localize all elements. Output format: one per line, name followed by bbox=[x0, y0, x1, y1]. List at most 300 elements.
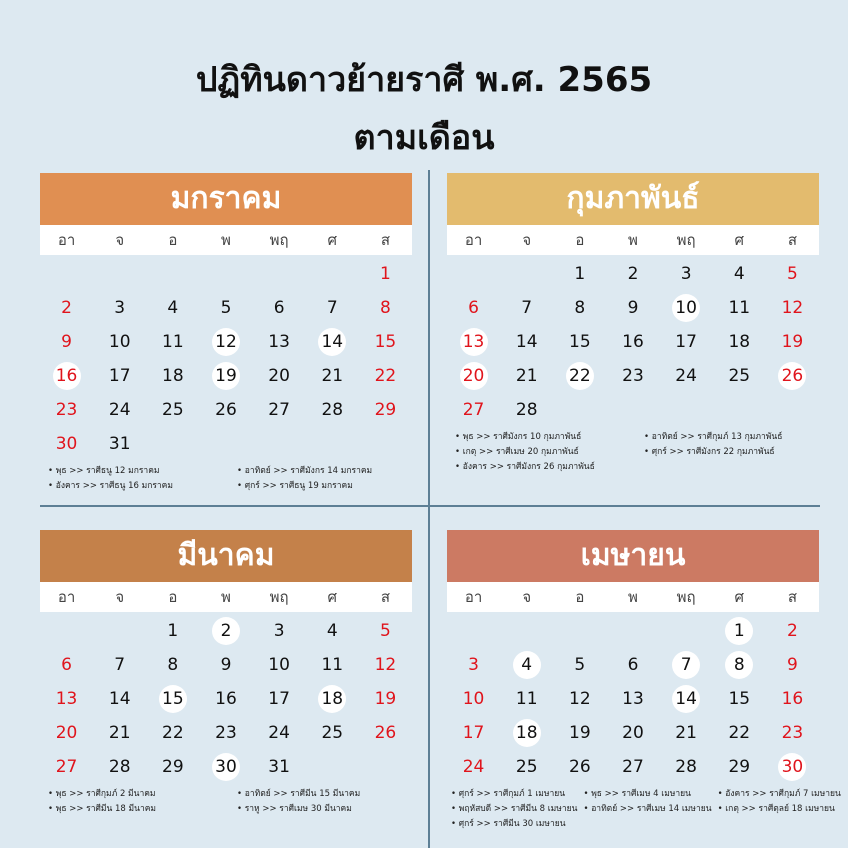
transit-note: • พุธ >> ราศีมังกร 10 กุมภาพันธ์ bbox=[455, 429, 630, 443]
day-number-highlighted: 7 bbox=[672, 651, 700, 679]
transit-note: • เกตุ >> ราศีเมษ 20 กุมภาพันธ์ bbox=[455, 444, 630, 458]
day-number: 21 bbox=[515, 366, 538, 386]
day-number: 3 bbox=[273, 621, 285, 641]
day-number: 18 bbox=[728, 332, 751, 352]
day-cell bbox=[500, 648, 553, 682]
month-january bbox=[40, 173, 412, 492]
day-number: 23 bbox=[622, 366, 644, 386]
day-cell bbox=[40, 291, 93, 325]
weekday-label: อา bbox=[57, 231, 76, 249]
day-cell-empty bbox=[93, 257, 146, 291]
transit-note: • อาทิตย์ >> ราศีกุมภ์ 13 กุมภาพันธ์ bbox=[644, 429, 819, 443]
day-cell bbox=[713, 648, 766, 682]
day-cell bbox=[359, 291, 412, 325]
day-number: 29 bbox=[374, 400, 397, 420]
day-number: 4 bbox=[326, 621, 338, 641]
horizontal-divider bbox=[40, 505, 820, 507]
day-number: 17 bbox=[108, 366, 131, 386]
day-cell bbox=[447, 716, 500, 750]
weekday-label: อ bbox=[575, 588, 585, 606]
transit-note: • ศุกร์ >> ราศีมังกร 22 กุมภาพันธ์ bbox=[644, 444, 819, 458]
transit-notes bbox=[40, 786, 412, 815]
day-cell bbox=[553, 750, 606, 784]
day-cell bbox=[606, 291, 659, 325]
weekday-label: พฤ bbox=[676, 231, 696, 249]
day-cell bbox=[253, 393, 306, 427]
day-number-highlighted: 16 bbox=[53, 362, 81, 390]
day-cell-empty bbox=[447, 614, 500, 648]
day-number: 13 bbox=[55, 689, 78, 709]
day-cell bbox=[306, 393, 359, 427]
transit-notes bbox=[447, 786, 841, 830]
day-number: 16 bbox=[781, 689, 804, 709]
day-cell-empty bbox=[253, 257, 306, 291]
day-cell bbox=[447, 750, 500, 784]
day-cell bbox=[253, 614, 306, 648]
day-number: 29 bbox=[728, 757, 751, 777]
day-cell bbox=[199, 682, 252, 716]
day-cell bbox=[447, 291, 500, 325]
day-number-highlighted: 30 bbox=[212, 753, 240, 781]
day-cell bbox=[359, 325, 412, 359]
day-number: 4 bbox=[167, 298, 179, 318]
day-cell bbox=[606, 716, 659, 750]
day-cell bbox=[447, 359, 500, 393]
day-number: 26 bbox=[215, 400, 237, 420]
weekday-label: อา bbox=[464, 588, 483, 606]
day-number: 6 bbox=[627, 655, 639, 675]
day-cell bbox=[660, 682, 713, 716]
day-cell bbox=[500, 716, 553, 750]
day-cell bbox=[40, 359, 93, 393]
day-cell bbox=[553, 648, 606, 682]
day-number: 25 bbox=[728, 366, 751, 386]
day-cell bbox=[713, 716, 766, 750]
day-cell bbox=[93, 359, 146, 393]
day-cell bbox=[40, 682, 93, 716]
day-cell bbox=[766, 716, 819, 750]
day-cell bbox=[359, 648, 412, 682]
day-number: 28 bbox=[515, 400, 538, 420]
day-number: 18 bbox=[162, 366, 184, 386]
day-number: 16 bbox=[215, 689, 237, 709]
day-cell bbox=[606, 325, 659, 359]
day-number: 3 bbox=[680, 264, 692, 284]
day-cell bbox=[766, 682, 819, 716]
day-cell bbox=[766, 648, 819, 682]
day-number: 13 bbox=[622, 689, 644, 709]
day-cell bbox=[359, 393, 412, 427]
day-number: 26 bbox=[569, 757, 591, 777]
day-number-highlighted: 12 bbox=[212, 328, 240, 356]
day-number: 4 bbox=[733, 264, 745, 284]
day-cell bbox=[146, 291, 199, 325]
day-grid bbox=[40, 614, 412, 784]
day-cell bbox=[199, 393, 252, 427]
day-number: 20 bbox=[622, 723, 644, 743]
day-number: 6 bbox=[273, 298, 285, 318]
day-number: 20 bbox=[268, 366, 290, 386]
day-number: 11 bbox=[321, 655, 344, 675]
weekday-label: ส bbox=[787, 588, 797, 606]
day-number: 7 bbox=[114, 655, 126, 675]
day-cell bbox=[253, 648, 306, 682]
day-cell bbox=[253, 325, 306, 359]
transit-note: • พุธ >> ราศีธนู 12 มกราคม bbox=[48, 463, 223, 477]
day-number: 25 bbox=[515, 757, 538, 777]
day-number: 7 bbox=[521, 298, 533, 318]
day-number: 17 bbox=[675, 332, 697, 352]
weekday-label: พ bbox=[221, 231, 231, 249]
transit-note: • พุธ >> ราศีมีน 18 มีนาคม bbox=[48, 801, 223, 815]
transit-note: • อาทิตย์ >> ราศีมีน 15 มีนาคม bbox=[237, 786, 412, 800]
day-number: 27 bbox=[268, 400, 290, 420]
day-number: 1 bbox=[167, 621, 179, 641]
day-number: 24 bbox=[675, 366, 697, 386]
day-cell-empty bbox=[447, 257, 500, 291]
day-cell bbox=[766, 359, 819, 393]
day-cell bbox=[447, 682, 500, 716]
day-number: 21 bbox=[675, 723, 697, 743]
day-cell bbox=[660, 325, 713, 359]
day-number-highlighted: 19 bbox=[212, 362, 240, 390]
transit-note: • อาทิตย์ >> ราศีมังกร 14 มกราคม bbox=[237, 463, 412, 477]
transit-note: • ศุกร์ >> ราศีมีน 30 เมษายน bbox=[451, 816, 577, 830]
day-cell bbox=[500, 682, 553, 716]
day-number-highlighted: 22 bbox=[566, 362, 594, 390]
day-cell bbox=[146, 682, 199, 716]
day-number: 27 bbox=[55, 757, 78, 777]
weekday-label: จ bbox=[522, 588, 532, 606]
day-cell bbox=[93, 750, 146, 784]
transit-note: • ราหู >> ราศีเมษ 30 มีนาคม bbox=[237, 801, 412, 815]
day-number: 19 bbox=[569, 723, 591, 743]
day-cell bbox=[660, 648, 713, 682]
day-number: 10 bbox=[268, 655, 290, 675]
day-number-highlighted: 14 bbox=[318, 328, 346, 356]
day-cell bbox=[199, 716, 252, 750]
day-cell bbox=[93, 682, 146, 716]
transit-note: • อังคาร >> ราศีธนู 16 มกราคม bbox=[48, 478, 223, 492]
day-number-highlighted: 10 bbox=[672, 294, 700, 322]
day-cell bbox=[93, 291, 146, 325]
day-number: 24 bbox=[462, 757, 485, 777]
day-cell bbox=[660, 257, 713, 291]
day-number: 1 bbox=[379, 264, 391, 284]
day-cell bbox=[253, 291, 306, 325]
day-number: 3 bbox=[468, 655, 479, 675]
day-cell bbox=[713, 682, 766, 716]
day-number: 24 bbox=[108, 400, 131, 420]
day-number: 7 bbox=[326, 298, 338, 318]
day-number: 15 bbox=[728, 689, 751, 709]
day-number: 12 bbox=[781, 298, 804, 318]
transit-note: • ศุกร์ >> ราศีกุมภ์ 1 เมษายน bbox=[451, 786, 577, 800]
day-number: 6 bbox=[468, 298, 479, 318]
day-number: 24 bbox=[268, 723, 290, 743]
weekday-header-row bbox=[40, 225, 412, 255]
day-number-highlighted: 26 bbox=[778, 362, 806, 390]
day-cell bbox=[306, 325, 359, 359]
day-number: 17 bbox=[462, 723, 485, 743]
day-cell bbox=[606, 750, 659, 784]
day-cell bbox=[93, 648, 146, 682]
weekday-header-row bbox=[447, 582, 819, 612]
day-cell bbox=[500, 325, 553, 359]
day-number: 10 bbox=[108, 332, 131, 352]
day-number: 23 bbox=[215, 723, 237, 743]
day-cell bbox=[146, 716, 199, 750]
day-number-highlighted: 18 bbox=[318, 685, 346, 713]
day-cell bbox=[660, 750, 713, 784]
day-cell bbox=[553, 291, 606, 325]
day-number-highlighted: 18 bbox=[513, 719, 541, 747]
day-cell bbox=[606, 682, 659, 716]
day-cell bbox=[40, 325, 93, 359]
day-number: 23 bbox=[781, 723, 804, 743]
day-cell bbox=[359, 359, 412, 393]
day-cell bbox=[713, 291, 766, 325]
day-cell bbox=[40, 750, 93, 784]
day-number: 2 bbox=[786, 621, 798, 641]
day-number-highlighted: 2 bbox=[212, 617, 240, 645]
day-cell bbox=[660, 716, 713, 750]
day-cell bbox=[93, 393, 146, 427]
day-number: 8 bbox=[167, 655, 179, 675]
transit-note: • อาทิตย์ >> ราศีเมษ 14 เมษายน bbox=[583, 801, 711, 815]
weekday-label: จ bbox=[522, 231, 532, 249]
transit-note: • พุธ >> ราศีเมษ 4 เมษายน bbox=[583, 786, 711, 800]
day-number: 31 bbox=[108, 434, 131, 454]
day-number: 20 bbox=[55, 723, 78, 743]
day-cell-empty bbox=[660, 614, 713, 648]
day-cell bbox=[500, 393, 553, 427]
day-number: 8 bbox=[379, 298, 391, 318]
day-number: 10 bbox=[462, 689, 485, 709]
day-cell-empty bbox=[199, 257, 252, 291]
day-cell bbox=[766, 614, 819, 648]
weekday-label: อ bbox=[168, 231, 178, 249]
day-cell bbox=[553, 325, 606, 359]
day-number: 21 bbox=[321, 366, 344, 386]
weekday-header-row bbox=[447, 225, 819, 255]
day-cell bbox=[713, 257, 766, 291]
day-number: 1 bbox=[574, 264, 586, 284]
day-cell bbox=[713, 359, 766, 393]
day-number: 5 bbox=[220, 298, 232, 318]
day-cell bbox=[447, 393, 500, 427]
day-number: 8 bbox=[574, 298, 586, 318]
day-cell bbox=[766, 325, 819, 359]
day-number: 14 bbox=[515, 332, 538, 352]
day-cell bbox=[93, 427, 146, 461]
day-cell bbox=[40, 427, 93, 461]
day-number: 12 bbox=[569, 689, 591, 709]
day-number: 27 bbox=[622, 757, 644, 777]
day-cell bbox=[766, 257, 819, 291]
day-number-highlighted: 1 bbox=[725, 617, 753, 645]
day-cell-empty bbox=[553, 614, 606, 648]
day-cell-empty bbox=[93, 614, 146, 648]
day-cell bbox=[93, 716, 146, 750]
day-cell bbox=[359, 682, 412, 716]
day-cell bbox=[447, 648, 500, 682]
weekday-label: ศ bbox=[734, 588, 745, 606]
day-grid bbox=[447, 614, 819, 784]
day-number: 3 bbox=[114, 298, 126, 318]
day-cell bbox=[146, 750, 199, 784]
day-cell bbox=[359, 257, 412, 291]
day-cell bbox=[306, 359, 359, 393]
day-cell bbox=[146, 648, 199, 682]
day-cell bbox=[606, 359, 659, 393]
weekday-label: พฤ bbox=[269, 588, 289, 606]
day-cell bbox=[500, 291, 553, 325]
day-number: 13 bbox=[268, 332, 290, 352]
day-number: 9 bbox=[786, 655, 798, 675]
page-subtitle: ตามเดือน bbox=[353, 118, 495, 158]
day-number: 17 bbox=[268, 689, 290, 709]
weekday-label: อ bbox=[168, 588, 178, 606]
day-cell bbox=[606, 257, 659, 291]
day-number: 28 bbox=[321, 400, 344, 420]
day-number: 19 bbox=[781, 332, 804, 352]
day-number: 15 bbox=[374, 332, 397, 352]
day-cell bbox=[306, 682, 359, 716]
vertical-divider bbox=[428, 170, 430, 848]
day-number: 22 bbox=[374, 366, 397, 386]
day-cell bbox=[306, 614, 359, 648]
day-cell bbox=[713, 614, 766, 648]
weekday-label: ศ bbox=[734, 231, 745, 249]
day-number-highlighted: 14 bbox=[672, 685, 700, 713]
day-number: 9 bbox=[627, 298, 639, 318]
transit-note: • พุธ >> ราศีกุมภ์ 2 มีนาคม bbox=[48, 786, 223, 800]
day-cell bbox=[766, 291, 819, 325]
day-number-highlighted: 4 bbox=[513, 651, 541, 679]
month-february bbox=[447, 173, 819, 473]
weekday-label: อ bbox=[575, 231, 585, 249]
day-cell bbox=[199, 325, 252, 359]
day-cell bbox=[199, 750, 252, 784]
weekday-label: จ bbox=[115, 231, 125, 249]
day-number: 9 bbox=[220, 655, 232, 675]
day-number: 15 bbox=[569, 332, 591, 352]
day-cell bbox=[713, 750, 766, 784]
day-cell-empty bbox=[40, 257, 93, 291]
day-cell bbox=[199, 614, 252, 648]
day-number: 11 bbox=[162, 332, 184, 352]
weekday-label: จ bbox=[115, 588, 125, 606]
day-number: 16 bbox=[622, 332, 644, 352]
day-cell-empty bbox=[500, 257, 553, 291]
day-number: 5 bbox=[379, 621, 391, 641]
day-cell bbox=[40, 393, 93, 427]
transit-note: • เกตุ >> ราศีตุลย์ 18 เมษายน bbox=[718, 801, 841, 815]
day-cell bbox=[146, 614, 199, 648]
day-cell bbox=[146, 393, 199, 427]
day-cell bbox=[146, 359, 199, 393]
transit-notes bbox=[40, 463, 412, 492]
month-header: กุมภาพันธ์ bbox=[447, 173, 819, 225]
transit-note: • อังคาร >> ราศีมังกร 26 กุมภาพันธ์ bbox=[455, 459, 630, 473]
transit-notes bbox=[447, 429, 819, 473]
day-cell bbox=[766, 750, 819, 784]
day-grid bbox=[40, 257, 412, 461]
day-number-highlighted: 30 bbox=[778, 753, 806, 781]
transit-note: • พฤหัสบดี >> ราศีมีน 8 เมษายน bbox=[451, 801, 577, 815]
weekday-label: ศ bbox=[327, 588, 338, 606]
day-number: 12 bbox=[374, 655, 397, 675]
day-cell bbox=[447, 325, 500, 359]
day-number: 30 bbox=[55, 434, 78, 454]
day-cell bbox=[306, 648, 359, 682]
month-header: เมษายน bbox=[447, 530, 819, 582]
day-number: 9 bbox=[61, 332, 72, 352]
day-number: 28 bbox=[675, 757, 697, 777]
day-number: 11 bbox=[728, 298, 751, 318]
day-cell bbox=[359, 614, 412, 648]
weekday-label: อา bbox=[57, 588, 76, 606]
month-april bbox=[447, 530, 841, 830]
day-number: 6 bbox=[61, 655, 72, 675]
day-cell bbox=[146, 325, 199, 359]
transit-note: • ศุกร์ >> ราศีธนู 19 มกราคม bbox=[237, 478, 412, 492]
weekday-label: พฤ bbox=[269, 231, 289, 249]
day-number: 11 bbox=[515, 689, 538, 709]
day-number: 19 bbox=[374, 689, 397, 709]
day-number-highlighted: 15 bbox=[159, 685, 187, 713]
day-cell bbox=[606, 648, 659, 682]
day-cell bbox=[553, 716, 606, 750]
day-number: 5 bbox=[574, 655, 586, 675]
month-header: มีนาคม bbox=[40, 530, 412, 582]
day-cell-empty bbox=[306, 257, 359, 291]
weekday-label: พ bbox=[628, 588, 638, 606]
day-number-highlighted: 8 bbox=[725, 651, 753, 679]
day-cell bbox=[199, 648, 252, 682]
weekday-label: ส bbox=[380, 231, 390, 249]
day-number: 5 bbox=[786, 264, 798, 284]
day-cell-empty bbox=[146, 257, 199, 291]
day-cell bbox=[359, 716, 412, 750]
day-number: 21 bbox=[108, 723, 131, 743]
day-cell bbox=[553, 682, 606, 716]
month-march bbox=[40, 530, 412, 815]
day-cell bbox=[553, 257, 606, 291]
day-number: 25 bbox=[321, 723, 344, 743]
day-number: 26 bbox=[374, 723, 397, 743]
day-number: 2 bbox=[627, 264, 639, 284]
weekday-label: ส bbox=[787, 231, 797, 249]
weekday-label: พ bbox=[628, 231, 638, 249]
day-cell bbox=[253, 716, 306, 750]
day-number-highlighted: 13 bbox=[460, 328, 488, 356]
weekday-label: อา bbox=[464, 231, 483, 249]
page-title: ปฏิทินดาวย้ายราศี พ.ศ. 2565 bbox=[195, 60, 653, 100]
day-cell bbox=[553, 359, 606, 393]
day-number: 27 bbox=[462, 400, 485, 420]
day-cell bbox=[253, 750, 306, 784]
day-number: 25 bbox=[162, 400, 184, 420]
weekday-label: ส bbox=[380, 588, 390, 606]
day-number: 22 bbox=[162, 723, 184, 743]
transit-note: • อังคาร >> ราศีกุมภ์ 7 เมษายน bbox=[718, 786, 841, 800]
day-cell bbox=[713, 325, 766, 359]
day-number-highlighted: 20 bbox=[460, 362, 488, 390]
month-header: มกราคม bbox=[40, 173, 412, 225]
day-cell bbox=[40, 648, 93, 682]
